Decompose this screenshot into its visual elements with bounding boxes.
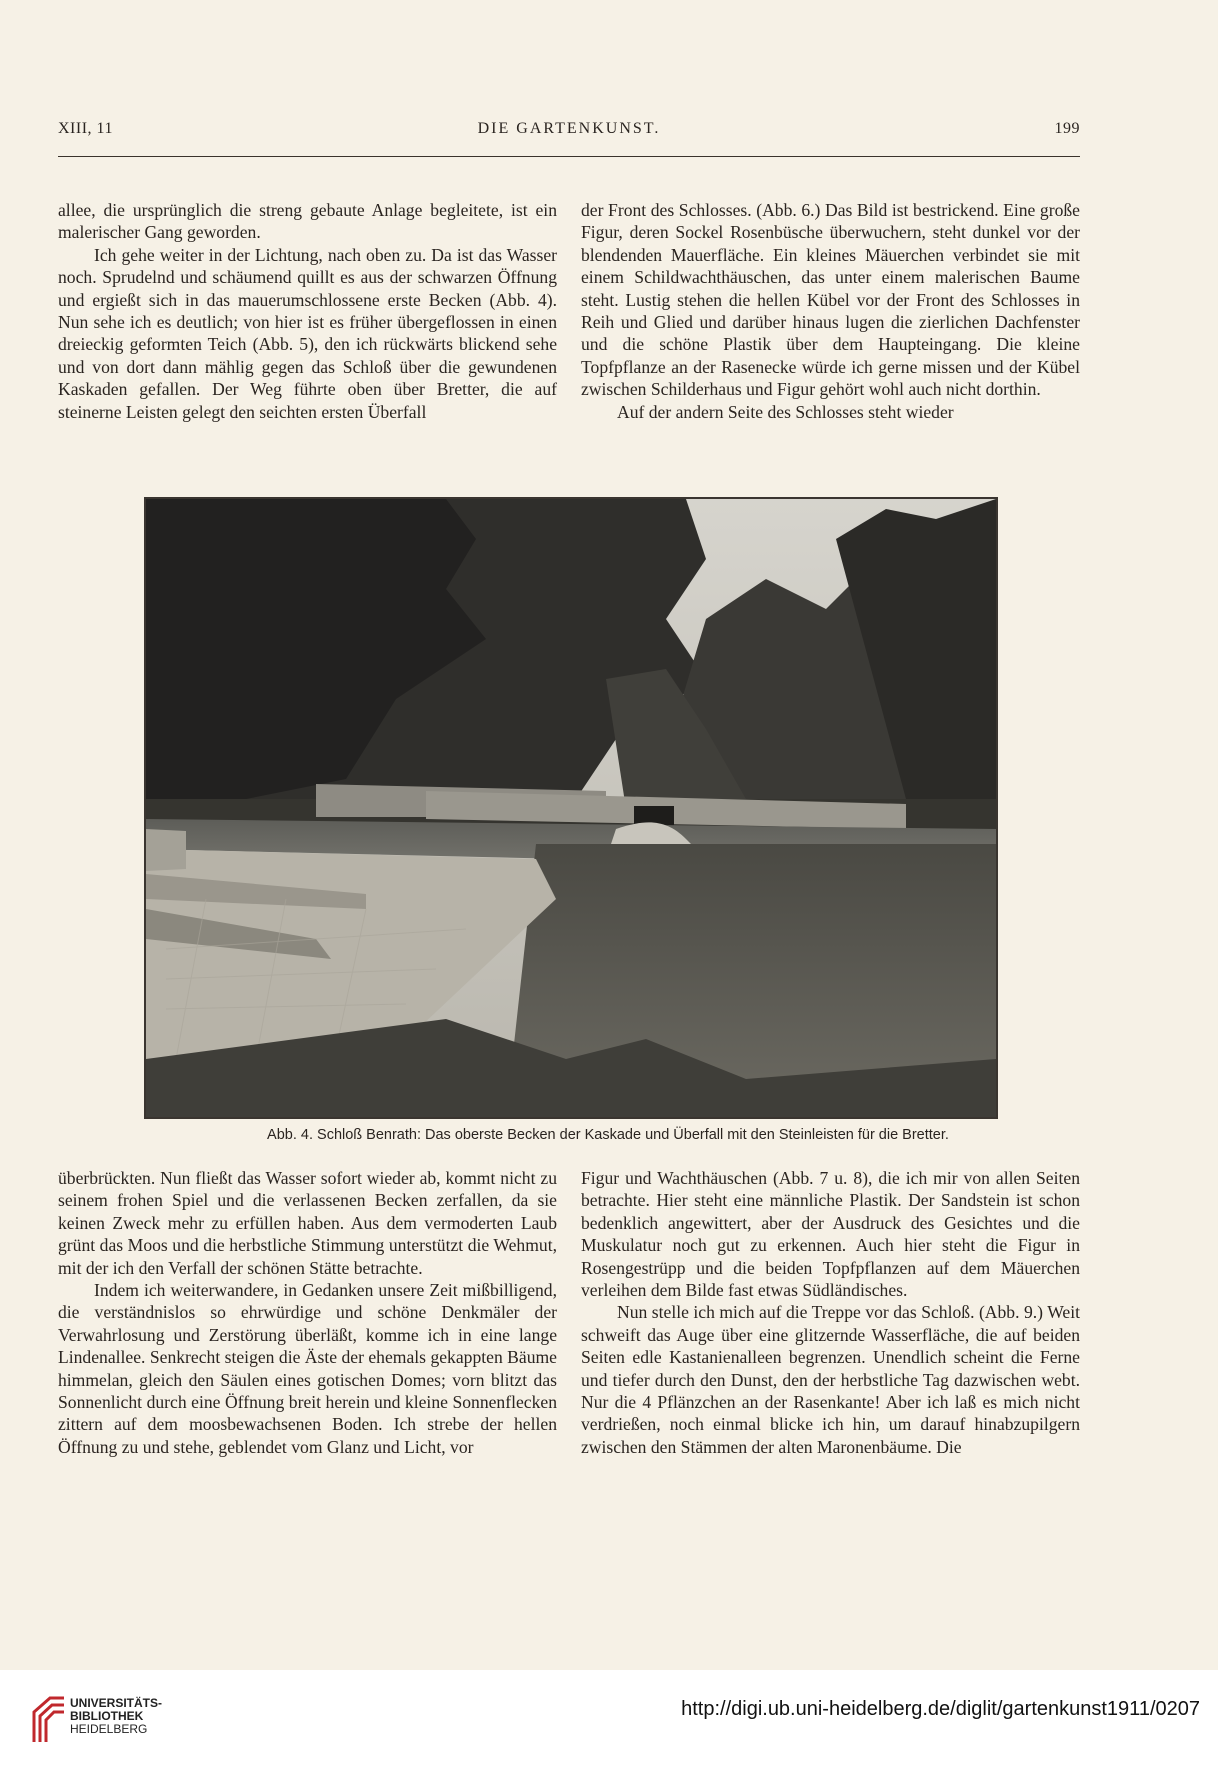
source-url-link[interactable]: http://digi.ub.uni-heidelberg.de/diglit/gartenkunst1911/0207 — [681, 1698, 1200, 1720]
library-name — [70, 1697, 162, 1736]
paragraph: der Front des Schlosses. (Abb. 6.) Das Bild ist bestrickend. Eine große Figur, deren Sockel Rosenbüsche überwuchern, steht dunkel vor der blendenden Mauerfläche. Ein kleines Mäuerchen verbindet sie mit einem Schildwachthäuschen, das unter einem malerischen Baume steht. Lustig stehen die hellen Kübel vor der Front des Schlosses in Reih und Glied und darüber hinaus lugen die zierlichen Dachfenster und die schöne Plastik über dem Haupteingang. Die kleine Topfpflanze an der Rasenecke würde ich gerne missen und der Kübel zwischen Schilderhaus und Figur gehört wohl auch nicht dorthin. — [581, 200, 1080, 400]
page-number: 199 — [1054, 120, 1080, 137]
paragraph: allee, die ursprünglich die streng gebaute Anlage begleitete, ist ein malerischer Gang geworden. — [58, 200, 557, 243]
library-logo-icon — [28, 1692, 70, 1748]
paragraph: Figur und Wachthäuschen (Abb. 7 u. 8), die ich mir von allen Seiten betrachte. Hier steht eine männliche Plastik. Der Sandstein ist schon bedenklich angewittert, aber der Ausdruck des Gesichtes und die Muskulatur noch gut zu erkennen. Auch hier steht die Figur in Rosengestrüpp und die beiden Topfpflanzen auf dem Mäuerchen verleihen dem Bilde fast etwas Südländisches. — [581, 1168, 1080, 1301]
column-right-top — [581, 199, 1080, 423]
column-left-bottom — [58, 1167, 557, 1458]
digitization-footer — [0, 1670, 1218, 1774]
paragraph: Auf der andern Seite des Schlosses steht wieder — [617, 401, 954, 422]
header-rule — [58, 156, 1080, 157]
column-left-top — [58, 199, 557, 423]
library-name-line: UNIVERSITÄTS- — [70, 1696, 163, 1710]
library-name-line: HEIDELBERG — [70, 1722, 148, 1736]
running-header — [58, 120, 1080, 144]
figure-photo-cascade-basin — [144, 497, 998, 1119]
paragraph: Indem ich weiterwandere, in Gedanken unsere Zeit mißbilligend, die verständnislos so ehrwürdige und schöne Denkmäler der Verwahrlosung und Zerstörung überläßt, komme ich in eine lange Lindenallee. Senkrecht steigen die Äste der ehemals gekappten Bäume himmelan, gleich den Säulen eines gotischen Domes; vorn blitzt das Sonnenlicht durch eine Öffnung breit herein und kleine Sonnenflecken zittern auf dem moosbewachsenen Boden. Ich strebe der hellen Öffnung zu und stehe, geblendet vom Glanz und Licht, vor — [58, 1280, 557, 1457]
figure-caption: Abb. 4. Schloß Benrath: Das oberste Becken der Kaskade und Überfall mit den Steinleisten für die Bretter. — [267, 1127, 949, 1143]
library-name-line: BIBLIOTHEK — [70, 1709, 144, 1723]
column-right-bottom — [581, 1167, 1080, 1458]
paragraph: Nun stelle ich mich auf die Treppe vor das Schloß. (Abb. 9.) Weit schweift das Auge über eine glitzernde Wasserfläche, die auf beiden Seiten edle Kastanienalleen begrenzen. Unendlich scheint die Ferne und tiefer durch den Dunst, den der herbstliche Tag dazwischen webt. Nur die 4 Pflänzchen an der Rasenkante! Aber ich laß es mich nicht verdrießen, noch einmal blicke ich hin, um darauf hinabzupilgern zwischen den Stämmen der alten Maronenbäume. Die — [581, 1302, 1080, 1457]
paragraph: überbrückten. Nun fließt das Wasser sofort wieder ab, kommt nicht zu seinem frohen Spiel und die verlassenen Becken zerfallen, da sie keinen Zweck mehr zu erfüllen haben. Aus dem vermoderten Laub grünt das Moos und die herbstliche Stimmung unterstützt die Wehmut, mit der ich den Verfall der schönen Stätte betrachte. — [58, 1168, 557, 1278]
paragraph: Ich gehe weiter in der Lichtung, nach oben zu. Da ist das Wasser noch. Sprudelnd und schäumend quillt es aus der schwarzen Öffnung und ergießt sich in das mauerumschlossene erste Becken (Abb. 4). Nun sehe ich es deutlich; von hier ist es früher übergeflossen in einen dreieckig geformten Teich (Abb. 5), den ich rückwärts blickend sehe und von dort dann mählig gegen das Schloß über die gewundenen Kaskaden gefallen. Der Weg führte oben über Bretter, die auf steinerne Leisten gelegt den seichten ersten Überfall — [58, 244, 557, 422]
journal-title: DIE GARTENKUNST. — [477, 120, 661, 137]
volume-label: XIII, 11 — [58, 120, 113, 137]
photo-illustration — [146, 499, 996, 1117]
